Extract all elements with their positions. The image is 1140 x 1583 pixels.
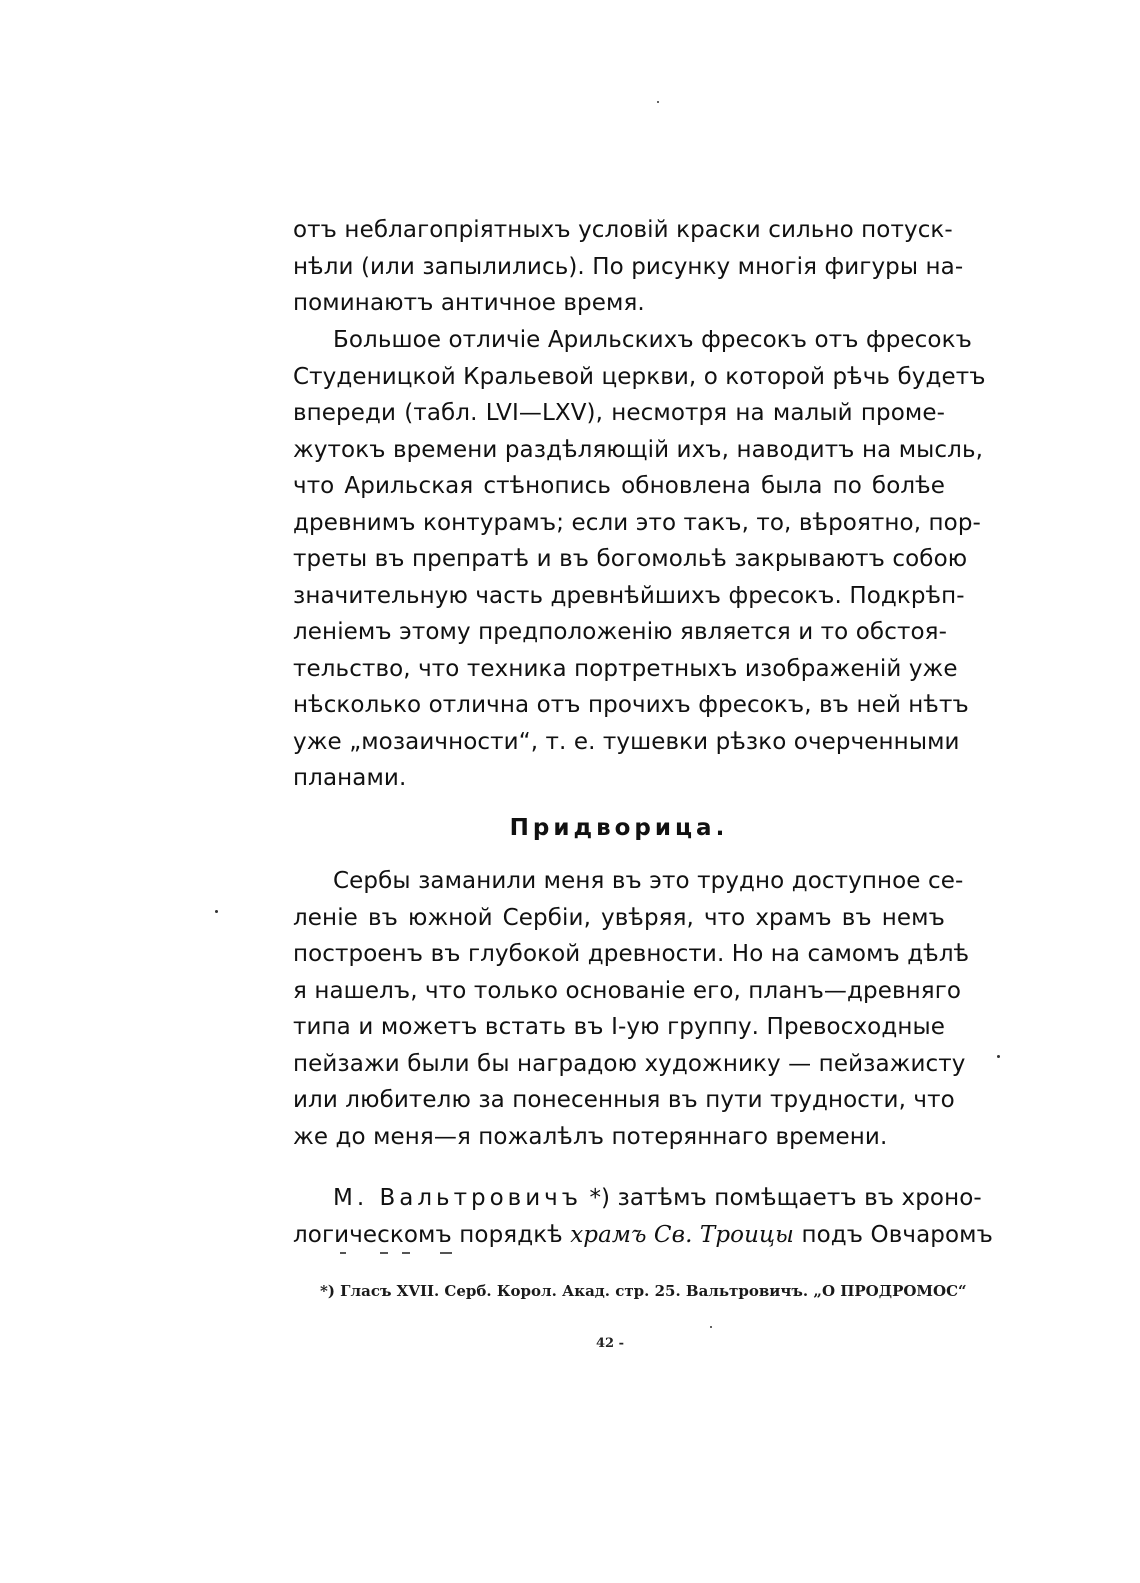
footnote: *) Гласъ XVII. Серб. Корол. Акад. стр. 25. Вальтровичъ. „О ПРОДРОМОС“ <box>320 1282 967 1300</box>
speck <box>710 1326 712 1328</box>
text-line: нѣсколько отлична отъ прочихъ фресокъ, въ ней нѣтъ <box>293 692 969 718</box>
text-line: леніе въ южной Сербіи, увѣряя, что храмъ въ немъ <box>293 904 945 931</box>
text-line: же до меня—я пожалѣлъ потеряннаго времени. <box>293 1123 888 1150</box>
text-line: древнимъ контурамъ; если это такъ, то, вѣроятно, пор- <box>293 509 981 536</box>
section-heading: Придворица. <box>509 815 729 841</box>
text-line: леніемъ этому предположенію является и то обстоя- <box>293 619 947 645</box>
text-line: поминаютъ античное время. <box>293 290 645 316</box>
text-line: типа и можетъ встать въ I-ую группу. Превосходные <box>293 1014 945 1040</box>
speck <box>215 910 218 913</box>
page-number: 42 - <box>596 1336 625 1351</box>
text-line: нѣли (или запылились). По рисунку многія фигуры на- <box>293 253 964 280</box>
text-line: я нашелъ, что только основаніе его, планъ—древняго <box>293 977 962 1004</box>
text-line <box>293 1217 993 1254</box>
text-line: планами. <box>293 765 407 791</box>
paragraph-3 <box>293 863 970 1155</box>
text-line: Студеницкой Кральевой церкви, о которой рѣчь будетъ <box>293 363 986 390</box>
text-line: тельство, что техника портретныхъ изображеній уже <box>293 655 958 682</box>
cut-off-line-fragment <box>340 1250 460 1256</box>
text-fragment: подъ Овчаромъ <box>801 1221 993 1248</box>
paragraph-1 <box>293 212 964 322</box>
ink-fragment <box>380 1252 388 1254</box>
text-fragment: *) затѣмъ помѣщаетъ въ хроно- <box>589 1185 982 1211</box>
paragraph-2 <box>293 322 986 797</box>
text-line: треты въ препратѣ и въ богомольѣ закрываютъ собою <box>293 546 968 572</box>
speck <box>997 1055 1000 1058</box>
text-line: впереди (табл. LVI—LXV), несмотря на малый проме- <box>293 400 945 426</box>
text-line: построенъ въ глубокой древности. Но на самомъ дѣлѣ <box>293 941 970 967</box>
text-line: значительную часть древнѣйшихъ фресокъ. Подкрѣп- <box>293 582 965 609</box>
text-line: Сербы заманили меня въ это трудно доступное се- <box>333 868 964 894</box>
text-line: жутокъ времени раздѣляющій ихъ, наводитъ на мысль, <box>293 436 984 463</box>
text-line: или любителю за понесенныя въ пути трудности, что <box>293 1087 955 1113</box>
ink-fragment <box>340 1252 346 1254</box>
italic-church-name: храмъ Св. Троицы <box>570 1221 795 1248</box>
text-line: Большое отличіе Арильскихъ фресокъ отъ фресокъ <box>333 327 972 353</box>
paragraph-4 <box>293 1180 993 1253</box>
text-line: уже „мозаичности“, т. е. тушевки рѣзко очерченными <box>293 728 960 755</box>
ink-fragment <box>440 1252 452 1254</box>
speck <box>657 101 659 103</box>
text-line <box>293 1180 982 1217</box>
text-line: пейзажи были бы наградою художнику — пейзажисту <box>293 1050 966 1077</box>
text-line: отъ неблагопріятныхъ условій краски сильно потуск- <box>293 217 953 243</box>
ink-fragment <box>402 1252 410 1254</box>
text-line: что Арильская стѣнопись обновлена была по болѣе <box>293 473 945 499</box>
text-fragment: логическомъ порядкѣ <box>293 1221 563 1248</box>
author-name: М. Вальтровичъ <box>333 1185 583 1211</box>
